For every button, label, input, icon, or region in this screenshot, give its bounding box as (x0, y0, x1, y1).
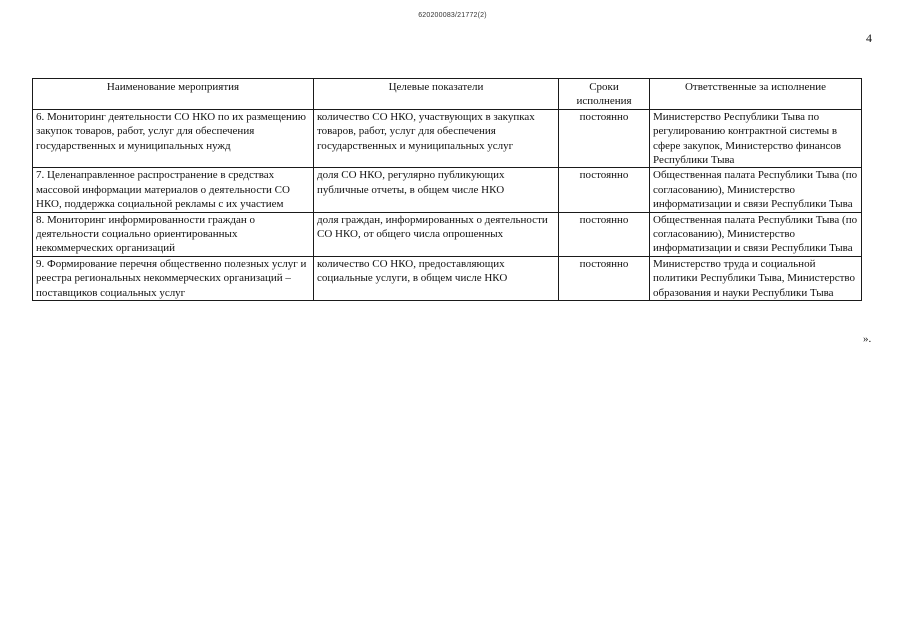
deadline-cell: постоянно (559, 212, 650, 256)
indicator-cell: количество СО НКО, предоставляющих социальные услуги, в общем числе НКО (314, 256, 559, 300)
table-row (33, 168, 862, 212)
indicator-cell: доля СО НКО, регулярно публикующих публичные отчеты, в общем числе НКО (314, 168, 559, 212)
header-indicators: Целевые показатели (314, 79, 559, 110)
header-responsible: Ответственные за исполнение (650, 79, 862, 110)
table-header-row (33, 79, 862, 110)
deadline-cell: постоянно (559, 109, 650, 168)
table-row (33, 212, 862, 256)
table-row (33, 256, 862, 300)
activity-cell: 7. Целенаправленное распространение в средствах массовой информации материалов о деятельности СО НКО, поддержка социальной рекламы с их участием (33, 168, 314, 212)
indicator-cell: количество СО НКО, участвующих в закупках товаров, работ, услуг для обеспечения государственных и муниципальных услуг (314, 109, 559, 168)
activity-cell: 9. Формирование перечня общественно полезных услуг и реестра региональных некоммерческих организаций – поставщиков социальных услуг (33, 256, 314, 300)
responsible-cell: Министерство Республики Тыва по регулированию контрактной системы в сфере закупок, Министерство финансов Республики Тыва (650, 109, 862, 168)
deadline-cell: постоянно (559, 256, 650, 300)
header-deadline: Сроки исполнения (559, 79, 650, 110)
activity-cell: 6. Мониторинг деятельности СО НКО по их размещению закупок товаров, работ, услуг для обеспечения государственных и муниципальных нужд (33, 109, 314, 168)
responsible-cell: Министерство труда и социальной политики Республики Тыва, Министерство образования и науки Республики Тыва (650, 256, 862, 300)
responsible-cell: Общественная палата Республики Тыва (по согласованию), Министерство информатизации и связи Республики Тыва (650, 168, 862, 212)
responsible-cell: Общественная палата Республики Тыва (по согласованию), Министерство информатизации и связи Республики Тыва (650, 212, 862, 256)
deadline-cell: постоянно (559, 168, 650, 212)
activities-table (32, 78, 862, 301)
table-row (33, 109, 862, 168)
indicator-cell: доля граждан, информированных о деятельности СО НКО, от общего числа опрошенных (314, 212, 559, 256)
closing-quote-mark: ». (863, 333, 872, 345)
header-activity: Наименование мероприятия (33, 79, 314, 110)
page-number: 4 (866, 31, 872, 45)
activity-cell: 8. Мониторинг информированности граждан о деятельности социально ориентированных некоммерческих организаций (33, 212, 314, 256)
document-code: 620200083/21772(2) (418, 12, 487, 19)
